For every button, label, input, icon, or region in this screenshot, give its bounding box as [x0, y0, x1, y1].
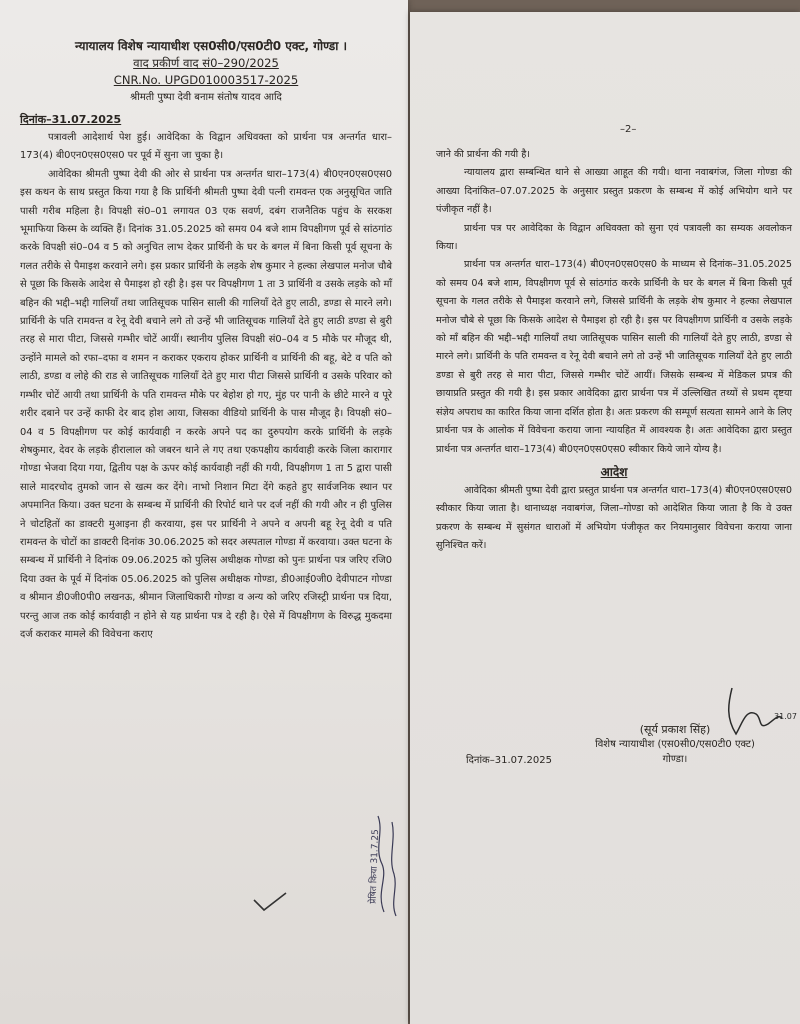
- judge-name: (सूर्य प्रकाश सिंह): [639, 723, 711, 736]
- side-note-text: प्रेषित किया 31.7.25: [368, 829, 382, 905]
- order-text: आवेदिका श्रीमती पुष्पा देवी द्वारा प्रस्तुत प्रार्थना पत्र अन्तर्गत धारा–173(4) बी0एन0एस0एस0 स्वीकार किया जाता है। थानाध्यक्ष नवाबगंज, जिला–गोण्डा को आदेशित किया जाता है कि वे उक्त प्रकरण के सम्बन्ध में सुसंगत धाराओं में अभियोग पंजीकृत कर नियमानुसार विवेचना कराया जाना सुनिश्चित करें।: [436, 484, 792, 552]
- court-place: गोण्डा।: [662, 754, 688, 765]
- cnr-number: CNR.No. UPGD010003517-2025: [113, 73, 299, 87]
- paragraph-1: पत्रावली आदेशार्थ पेश हुई। आवेदिका के विद्वान अधिवक्ता को प्रार्थना पत्र अन्तर्गत धारा–173(4) बी0एन0एस0एस0 पर पूर्व में सुना जा चुका है।: [20, 132, 392, 162]
- paragraph-2: आवेदिका श्रीमती पुष्पा देवी की ओर से प्रार्थना पत्र अन्तर्गत धारा–173(4) बी0एन0एस0एस0 इस कथन के साथ प्रस्तुत किया गया है कि प्रार्थिनी श्रीमती पुष्पा देवी पत्नी रामवन्त एक अनुसूचित जाति पासी गरीब महिला है। विपक्षी सं0–01 लगायत 03 एक सवर्ण, दबंग राजनैतिक पहुंच के सरकश भूमाफिया किस्म के व्यक्ति हैं। दिनांक 31.05.2025 को समय 04 बजे शाम विपक्षीगण पूर्व से सांठगांठ करके विपक्षी सं0–04 व 5 को अनुचित लाभ देकर प्रार्थिनी के घर के बगल में बिना किसी पूर्व सूचना के गलत तरीके से पैमाइश करवाने लगे। इस प्रकार प्रार्थिनी के लड़के शेष कुमार ने हल्का लेखपाल मनोज चौबे से पूछा कि किसके आदेश से पैमाइश हो रही है। इस पर विपक्षीगण 1 ता 3 प्रार्थिनी व उसके लड़के को माँ बहिन की भद्दी–भद्दी गालियाँ तथा जातिसूचक पासिन साली की गालियाँ देते हुए लाठी, डण्डा से मारने लगे। प्रार्थिनी के पति रामवन्त व रेनू देवी बचाने लगे तो उन्हें भी जातिसूचक गालियाँ देते हुए लाठी डण्डा से बुरी तरह से मारा पीटा, जिससे गम्भीर चोटें आयीं। स्थानीय पुलिस विपक्षी सं0–04 व 5 मौके पर मौजूद थी, उन्होंने मामले को रफा–दफा व शमन न कराकर एकराय होकर प्रार्थिनी व प्रार्थिनी की बहू, बेटे व पति को लाठी, डण्डा व लोहे की राड से जातिसूचक गालियाँ देते हुए मारा पीटा जिससे प्रार्थिनी व उसके परिवार को गम्भीर चोटें आयी तथा प्रार्थिनी के पति रामवन्त मौके पर बेहोश हो गए, मुंह पर पानी के छीटे मारने व पूरे शरीर दबाने पर उन्हें काफी देर बाद होश आया, जिसका वीडियो प्रार्थिनी के पास मौजूद है। विपक्षी सं0–04 व 5 विपक्षीगण पर कोई कार्यवाही न करके अपने पद का दुरुपयोग करके प्रार्थिनी के लड़के शेषकुमार, देवर के लड़के हीरालाल को जबरन थाने ले गए तथा एकपक्षीय कार्यवाही करके जिला कारागार गोण्डा भेजवा दिया गया, द्वितीय पक्ष के ऊपर कोई कार्यवाही नहीं की गयी, विपक्षीगण 1 ता 5 द्वारा पासी साले मादरचोद तुमको जान से खत्म कर देंगे। नाभो निशान मिटा देंगे कहते हुए सार्वजनिक स्थान पर अपमानित किया। उक्त घटना के सम्बन्ध में प्रार्थिनी की रिपोर्ट थाने पर दर्ज नहीं की गयी और न ही पुलिस ने चोटहितों का डाक्टरी मुआइना ही करवाया, इस पर प्रार्थिनी ने अपने व अपनी बहू रेनू देवी व पति रामवन्त के चोटों का डाक्टरी दिनांक 30.06.2025 को सदर अस्पताल गोण्डा में करवाया। उक्त घटना के सम्बन्ध में प्रार्थिनी ने दिनांक 09.06.2025 को पुलिस अधीक्षक गोण्डा को पुनः प्रार्थना पत्र जरिए रजि0 दिया उक्त के पूर्व में दिनांक 05.06.2025 को पुलिस अधीक्षक गोण्डा, डी0आई0जी0 देवीपाटन गोण्डा व श्रीमान डी0जी0पी0 लखनऊ, श्रीमान जिलाधिकारी गोण्डा व अन्य को जरिए रजिस्ट्री प्रार्थना पत्र दिया, परन्तु आज तक कोई कार्यवाही न होने से यह प्रार्थना पत्र दे रही है। ऐसे में विपक्षीगण के विरुद्ध मुकदमा दर्ज कराकर मामले की विवेचना कराए: [20, 168, 392, 640]
- handwritten-side-note: [366, 812, 406, 922]
- tick-mark-icon: [250, 890, 290, 914]
- case-number: वाद प्रकीर्ण वाद सं0–290/2025: [133, 56, 279, 70]
- handwritten-signature: [712, 684, 797, 748]
- right-paragraph-3: प्रार्थना पत्र पर आवेदिका के विद्वान अधिवक्ता को सुना एवं पत्रावली का सम्यक अवलोकन किया।: [436, 222, 792, 253]
- judge-designation: विशेष न्यायाधीश (एस0सी0/एस0टी0 एक्ट): [595, 739, 755, 750]
- right-paragraph-4: प्रार्थना पत्र अन्तर्गत धारा–173(4) बी0एन0एस0एस0 के माध्यम से दिनांक–31.05.2025 को समय 04 बजे शाम, विपक्षीगण पूर्व से सांठगांठ करके प्रार्थिनी के घर के बगल में बिना किसी पूर्व सूचना के गलत तरीके से पैमाइश करवाने लगे, जिससे प्रार्थिनी के लड़के शेष कुमार ने हल्का लेखपाल मनोज चौबे से पूछा कि किसके आदेश से पैमाइश हो रही है। इस पर विपक्षीगण प्रार्थिनी व उसके लड़के को माँ बहिन की भद्दी–भद्दी गालियाँ तथा जातिसूचक पासिन साली की गालियाँ देते हुए लाठी, डण्डा से मारने लगे। प्रार्थिनी के पति रामवन्त व रेनू देवी बचाने लगे तो उन्हें भी जातिसूचक गालियाँ देते हुए लाठी डण्डा से बुरी तरह से मारा पीटा, जिससे गम्भीर चोटें आयीं। जिसके सम्बन्ध में मेडिकल प्रपत्र की छायाप्रति प्रस्तुत की गयी है। इस प्रकार आवेदिका द्वारा प्रार्थना पत्र में उल्लिखित तथ्यों से प्रथम दृष्टया संज्ञेय अपराध का कारित किया जाना दर्शित होता है। अतः प्रकरण की सम्पूर्ण सत्यता सामने आने के लिए प्रार्थना पत्र के आलोक में विवेचना कराया जाना न्यायहित में आवश्यक है। अतः आवेदिका द्वारा प्रस्तुत प्रार्थना पत्र अन्तर्गत धारा–173(4) बी0एन0एस0एस0 स्वीकार किये जाने योग्य है।: [436, 259, 792, 455]
- right-page: [410, 12, 800, 1024]
- right-paragraph-1: जाने की प्रार्थना की गयी है।: [436, 149, 530, 160]
- signature-date: 31.07: [774, 712, 797, 721]
- page-number: –2–: [620, 124, 637, 135]
- right-paragraph-2: न्यायालय द्वारा सम्बन्धित थाने से आख्या आहूत की गयी। थाना नवाबगंज, जिला गोण्डा की आख्या दिनांकित–07.07.2025 के अनुसार प्रस्तुत प्रकरण के सम्बन्ध में कोई अभियोग थाने पर पंजीकृत नहीं है।: [436, 167, 792, 216]
- court-header: [20, 38, 392, 106]
- court-name: न्यायालय विशेष न्यायाधीश एस0सी0/एस0टी0 एक्ट, गोण्डा ।: [74, 39, 348, 53]
- case-parties: श्रीमती पुष्पा देवी बनाम संतोष यादव आदि: [130, 92, 282, 103]
- order-date-left: दिनांक–31.07.2025: [20, 113, 122, 126]
- order-heading: आदेश: [600, 464, 628, 479]
- order-date-right: दिनांक–31.07.2025: [466, 755, 552, 766]
